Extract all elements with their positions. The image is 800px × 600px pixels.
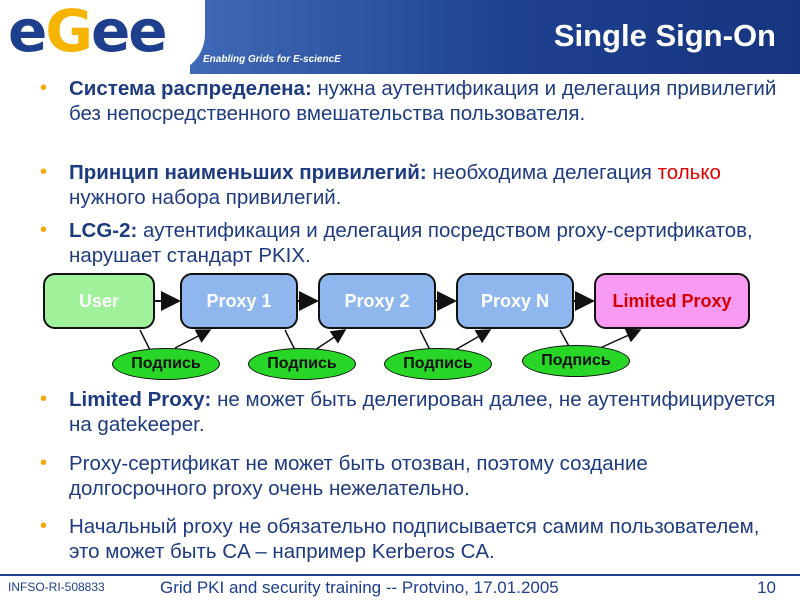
bullet-dot-icon: •: [40, 515, 48, 537]
proxy1-box: Proxy 1: [180, 273, 298, 329]
bullet-lead: Система распределена:: [69, 77, 312, 100]
tagline: Enabling Grids for E-sciencE: [203, 54, 341, 65]
sig-link: [315, 330, 345, 350]
sig-link: [455, 330, 490, 350]
signature-ellipse: Подпись: [522, 345, 630, 377]
highlight-word: только: [657, 161, 721, 184]
slide-footer: [0, 574, 800, 600]
bullet-text: нужна аутентификация и делегация привилегий без непосредственного вмешательства пользователя.: [69, 77, 777, 125]
signature-ellipse: Подпись: [112, 348, 220, 380]
bullet-lead: Limited Proxy:: [69, 388, 212, 411]
bullet-lead: Принцип наименьших привилегий:: [69, 161, 427, 184]
bullet-dot-icon: •: [40, 388, 48, 410]
signature-ellipse: Подпись: [248, 348, 356, 380]
bullet-text: аутентификация и делегация посредством proxy-сертификатов, нарушает стандарт PKIX.: [69, 219, 753, 267]
bullet-dot-icon: •: [40, 452, 48, 474]
sig-link: [420, 330, 430, 350]
bullet-text: необходима делегация: [426, 161, 658, 184]
slide-title: Single Sign-On: [553, 18, 776, 53]
proxyn-box: Proxy N: [456, 273, 574, 329]
user-box: User: [43, 273, 155, 329]
sig-link: [140, 330, 150, 350]
footer-caption: Grid PKI and security training -- Protvino, 17.01.2005: [160, 578, 559, 597]
bullet-dot-icon: •: [40, 161, 48, 183]
footer-id: INFSO-RI-508833: [8, 580, 105, 594]
bullet-text: нужного набора привилегий.: [69, 186, 342, 209]
bullet-dot-icon: •: [40, 77, 48, 99]
bullet-dot-icon: •: [40, 219, 48, 241]
sig-link: [285, 330, 295, 350]
bullet-lead: LCG-2:: [69, 219, 138, 242]
limited-proxy-box: Limited Proxy: [594, 273, 750, 329]
signature-ellipse: Подпись: [384, 348, 492, 380]
sig-link: [600, 330, 640, 348]
page-number: 10: [757, 578, 776, 597]
bullet-text: не может быть делегирован далее, не аутентифицируется на gatekeeper.: [69, 388, 776, 436]
proxy2-box: Proxy 2: [318, 273, 436, 329]
bullet-text: Proxy-сертификат не может быть отозван, поэтому создание долгосрочного proxy очень нежелательно.: [69, 452, 648, 500]
bullet-text: Начальный proxy не обязательно подписывается самим пользователем, это может быть CA – например Kerberos CA.: [69, 515, 760, 563]
sig-link: [175, 330, 210, 348]
egee-logo: eGee: [8, 0, 166, 65]
